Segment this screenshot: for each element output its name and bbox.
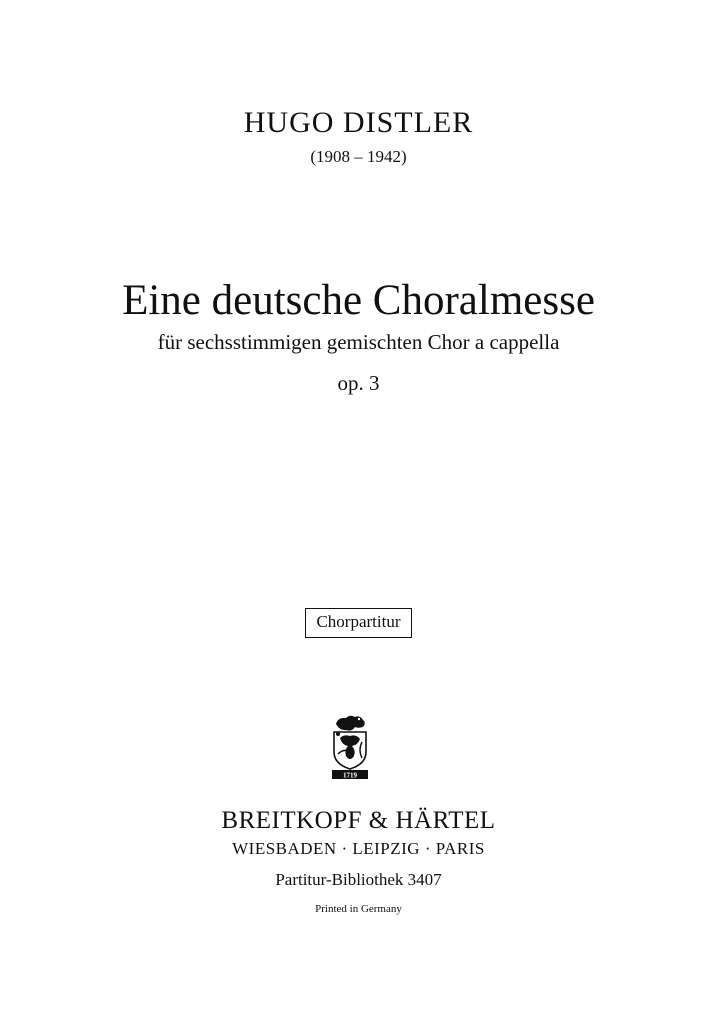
publisher-name: BREITKOPF & HÄRTEL — [221, 807, 496, 834]
composer-name: HUGO DISTLER — [243, 106, 474, 139]
opus-number: op. 3 — [337, 371, 380, 395]
edition-label: Chorpartitur — [305, 608, 411, 638]
work-title: Eine deutsche Choralmesse — [122, 277, 595, 324]
emblem-year: 1719 — [343, 771, 357, 780]
printed-in: Printed in Germany — [315, 903, 402, 915]
work-subtitle: für sechsstimmigen gemischten Chor a cappella — [157, 330, 560, 354]
series-number: Partitur-Bibliothek 3407 — [275, 870, 442, 889]
edition-label-container — [0, 608, 717, 638]
composer-dates: (1908 – 1942) — [310, 147, 407, 166]
breitkopf-haertel-emblem-icon — [322, 712, 378, 782]
publisher-cities: WIESBADEN · LEIPZIG · PARIS — [232, 839, 485, 858]
